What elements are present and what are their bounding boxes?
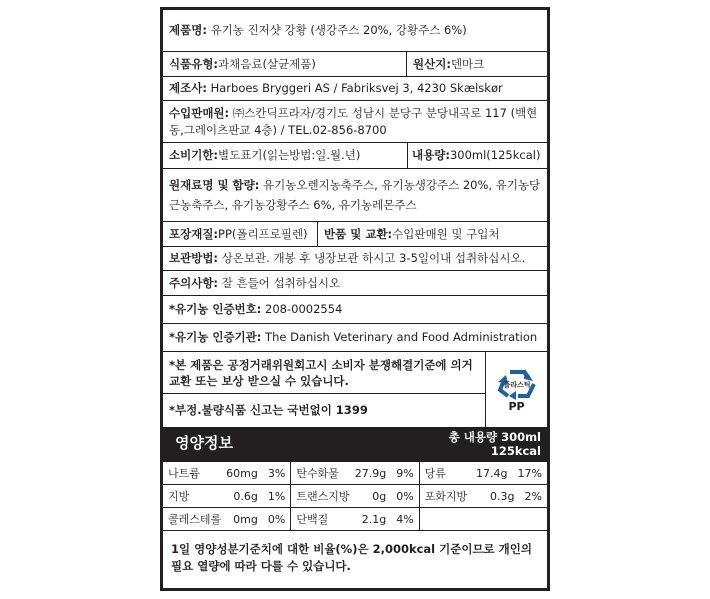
value: Harboes Bryggeri AS / Fabriksvej 3, 4230 Skælskør: [206, 81, 503, 95]
label: 소비기한:: [169, 148, 219, 162]
value: 덴마크: [450, 56, 485, 71]
nutrient-amount: 17.4g: [476, 466, 508, 480]
value: 유기농 진저샷 강황 (생강주스 20%, 강황주스 6%): [206, 23, 467, 37]
nutrient-percent: 2%: [524, 489, 542, 503]
nutrient-cell: [291, 485, 419, 507]
nutrient-cell: [420, 508, 547, 530]
manufacturer-row: [163, 77, 547, 101]
food-type-row: [163, 52, 547, 77]
storage-row: [163, 247, 547, 271]
label: 내용량:: [412, 148, 450, 162]
value: 208-0002554: [261, 302, 343, 316]
value: 300ml(125kcal): [449, 148, 541, 162]
recycle-mark-text: 플라스틱: [502, 381, 531, 389]
nutrition-row: [163, 462, 547, 485]
total-kcal: 125kcal: [490, 444, 541, 458]
value: ㈜스칸딕프라자/경기도 성남시 분당구 분당내곡로 117 (백현동,그레이츠판교 4층) / TEL.02-856-8700: [169, 105, 538, 137]
value: 별도표기(읽는방법:일.월.년): [218, 148, 361, 162]
value: 잘 흔들어 섭취하십시오: [218, 275, 341, 290]
value: 과채음료(살균제품): [218, 56, 316, 71]
nutrition-title: 영양정보: [175, 434, 233, 452]
nutrient-name: 탄수화물: [296, 467, 339, 480]
nutrient-cell: [163, 462, 291, 484]
label: 반품 및 교환:: [324, 226, 393, 241]
nutrient-percent: 0%: [267, 512, 286, 526]
nutrient-name: 나트륨: [168, 467, 200, 480]
nutrient-cell: [291, 508, 419, 530]
nutrient-amount: 0mg: [233, 512, 258, 526]
nutrient-amount: 60mg: [226, 466, 258, 480]
total-volume: 총 내용량 300ml: [448, 430, 541, 444]
nutrient-amount: 0g: [372, 489, 387, 503]
expiry-row: [163, 143, 547, 169]
nutrition-header: [163, 428, 547, 462]
nutrient-cell: [420, 485, 547, 507]
label: 주의사항:: [169, 275, 219, 290]
caution-row: [163, 271, 547, 296]
recycle-mark: [485, 352, 547, 428]
label: *유기농 인증기관:: [169, 330, 262, 344]
nutrient-name: 당류: [424, 467, 446, 480]
label: 식품유형:: [169, 56, 219, 71]
label: 제품명:: [169, 23, 207, 37]
nutrient-percent: 1%: [267, 489, 286, 503]
nutrition-footnote: 1일 영양성분기준치에 대한 비율(%)은 2,000kcal 기준이므로 개인의 필요 열량에 따라 다를 수 있습니다.: [171, 542, 532, 573]
label: 보관방법:: [169, 251, 219, 265]
label: *유기농 인증번호:: [169, 302, 262, 316]
product-name-row: [163, 10, 547, 52]
product-label: [160, 7, 550, 591]
report-text: *부정.불량식품 신고는 국번없이 1399: [169, 403, 368, 417]
nutrient-percent: 0%: [396, 489, 414, 503]
organic-number-row: [163, 296, 547, 324]
nutrient-amount: 2.1g: [361, 512, 387, 526]
value: 수입판매원 및 구입처: [392, 226, 500, 241]
nutrient-name: 단백질: [296, 513, 329, 526]
nutrient-amount: 0.6g: [233, 489, 258, 503]
nutrient-name: 콜레스테롤: [168, 513, 222, 526]
recycle-arrows-icon: [494, 366, 540, 400]
nutrient-name: 포화지방: [424, 490, 468, 503]
value: 상온보관. 개봉 후 냉장보관 하시고 3-5일이내 섭취하십시오.: [218, 251, 526, 265]
nutrient-cell: [163, 508, 291, 530]
label: 수입판매원:: [169, 105, 230, 120]
nutrient-name: 트랜스지방: [296, 490, 350, 503]
nutrient-percent: 3%: [267, 466, 286, 480]
nutrient-cell: [291, 462, 419, 484]
nutrient-percent: 9%: [396, 466, 414, 480]
nutrient-percent: 4%: [396, 512, 414, 526]
dispute-row: [163, 352, 485, 394]
nutrient-name: 지방: [168, 490, 190, 503]
organic-agency-row: [163, 324, 547, 352]
report-row: [163, 394, 485, 428]
label: 원재료명 및 함량:: [169, 178, 260, 192]
value: The Danish Veterinary and Food Administration: [261, 330, 538, 344]
label: 제조사:: [169, 81, 207, 95]
nutrient-cell: [163, 485, 291, 507]
nutrient-amount: 27.9g: [354, 466, 387, 480]
nutrient-cell: [420, 462, 547, 484]
nutrient-amount: 0.3g: [490, 489, 515, 503]
value: PP(폴리프로필렌): [218, 226, 308, 241]
packaging-row: [163, 222, 547, 247]
dispute-text: *본 제품은 공정거래위원회고시 소비자 분쟁해결기준에 의거 교환 또는 보상 받으실 수 있습니다.: [169, 357, 473, 388]
nutrition-row: [163, 485, 547, 508]
nutrient-percent: 17%: [517, 466, 542, 480]
recycle-material: PP: [508, 400, 525, 413]
importer-row: [163, 101, 547, 143]
value: 유기농오렌지농축주스, 유기농생강주스 20%, 유기농당근농축주스, 유기농강황주스 6%, 유기농레몬주스: [169, 178, 541, 212]
label: 원산지:: [413, 56, 451, 71]
ingredients-row: [163, 169, 547, 222]
nutrition-row: [163, 508, 547, 531]
label: 포장재질:: [169, 226, 219, 241]
